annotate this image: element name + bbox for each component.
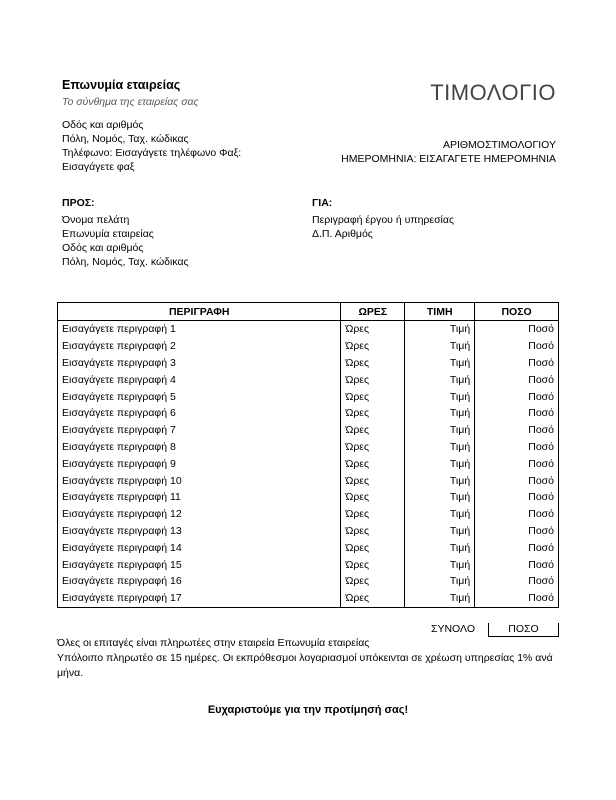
for-label: ΓΙΑ: bbox=[312, 197, 333, 209]
table-row bbox=[58, 472, 559, 489]
cell-price: Τιμή bbox=[405, 422, 475, 439]
cell-amount: Ποσό bbox=[475, 405, 559, 422]
cell-description: Εισαγάγετε περιγραφή 9 bbox=[58, 455, 341, 472]
cell-amount: Ποσό bbox=[475, 439, 559, 456]
cell-price: Τιμή bbox=[405, 556, 475, 573]
table-row bbox=[58, 388, 559, 405]
cell-price: Τιμή bbox=[405, 355, 475, 372]
cell-price: Τιμή bbox=[405, 573, 475, 590]
address-line: Οδός και αριθμός bbox=[62, 119, 144, 131]
invoice-meta bbox=[341, 138, 556, 166]
cell-description: Εισαγάγετε περιγραφή 3 bbox=[58, 355, 341, 372]
company-slogan: Το σύνθημα της εταιρείας σας bbox=[62, 96, 199, 108]
project-line: Δ.Π. Αριθμός bbox=[312, 228, 373, 240]
cell-hours: Ώρες bbox=[341, 439, 405, 456]
table-row bbox=[58, 573, 559, 590]
table-row bbox=[58, 338, 559, 355]
project-block bbox=[312, 213, 454, 241]
cell-description: Εισαγάγετε περιγραφή 7 bbox=[58, 422, 341, 439]
cell-description: Εισαγάγετε περιγραφή 14 bbox=[58, 539, 341, 556]
items-table bbox=[57, 302, 559, 608]
table-row bbox=[58, 506, 559, 523]
cell-description: Εισαγάγετε περιγραφή 13 bbox=[58, 523, 341, 540]
payment-note bbox=[57, 636, 567, 681]
cell-price: Τιμή bbox=[405, 439, 475, 456]
cell-description: Εισαγάγετε περιγραφή 10 bbox=[58, 472, 341, 489]
table-row bbox=[58, 422, 559, 439]
cell-price: Τιμή bbox=[405, 539, 475, 556]
cell-price: Τιμή bbox=[405, 405, 475, 422]
cell-hours: Ώρες bbox=[341, 556, 405, 573]
table-row bbox=[58, 439, 559, 456]
cell-description: Εισαγάγετε περιγραφή 16 bbox=[58, 573, 341, 590]
bill-to-line: Επωνυμία εταιρείας bbox=[62, 228, 154, 240]
cell-hours: Ώρες bbox=[341, 523, 405, 540]
cell-amount: Ποσό bbox=[475, 556, 559, 573]
cell-hours: Ώρες bbox=[341, 590, 405, 607]
cell-amount: Ποσό bbox=[475, 321, 559, 338]
bill-to-block bbox=[62, 213, 189, 269]
cell-amount: Ποσό bbox=[475, 523, 559, 540]
cell-description: Εισαγάγετε περιγραφή 8 bbox=[58, 439, 341, 456]
cell-description: Εισαγάγετε περιγραφή 2 bbox=[58, 338, 341, 355]
cell-hours: Ώρες bbox=[341, 338, 405, 355]
cell-description: Εισαγάγετε περιγραφή 11 bbox=[58, 489, 341, 506]
cell-amount: Ποσό bbox=[475, 506, 559, 523]
cell-price: Τιμή bbox=[405, 590, 475, 607]
cell-price: Τιμή bbox=[405, 472, 475, 489]
cell-hours: Ώρες bbox=[341, 355, 405, 372]
table-row bbox=[58, 489, 559, 506]
cell-hours: Ώρες bbox=[341, 472, 405, 489]
cell-hours: Ώρες bbox=[341, 405, 405, 422]
column-header-description: ΠΕΡΙΓΡΑΦΗ bbox=[58, 303, 341, 321]
table-row bbox=[58, 455, 559, 472]
invoice-number: ΑΡΙΘΜΟΣΤΙΜΟΛΟΓΙΟΥ bbox=[442, 139, 556, 151]
table-row bbox=[58, 539, 559, 556]
column-header-price: ΤΙΜΗ bbox=[405, 303, 475, 321]
table-row bbox=[58, 321, 559, 338]
thank-you-message: Ευχαριστούμε για την προτίμησή σας! bbox=[207, 704, 409, 716]
cell-hours: Ώρες bbox=[341, 455, 405, 472]
address-line: Πόλη, Νομός, Ταχ. κώδικας bbox=[62, 133, 189, 145]
cell-price: Τιμή bbox=[405, 388, 475, 405]
table-row bbox=[58, 405, 559, 422]
cell-price: Τιμή bbox=[405, 489, 475, 506]
cell-description: Εισαγάγετε περιγραφή 12 bbox=[58, 506, 341, 523]
cell-price: Τιμή bbox=[405, 338, 475, 355]
total-row bbox=[418, 623, 559, 637]
cell-hours: Ώρες bbox=[341, 422, 405, 439]
address-line: Τηλέφωνο: Εισαγάγετε τηλέφωνο Φαξ: bbox=[62, 147, 242, 159]
project-line: Περιγραφή έργου ή υπηρεσίας bbox=[312, 214, 455, 226]
cell-price: Τιμή bbox=[405, 321, 475, 338]
cell-amount: Ποσό bbox=[475, 355, 559, 372]
cell-description: Εισαγάγετε περιγραφή 4 bbox=[58, 371, 341, 388]
cell-amount: Ποσό bbox=[475, 422, 559, 439]
cell-description: Εισαγάγετε περιγραφή 6 bbox=[58, 405, 341, 422]
cell-amount: Ποσό bbox=[475, 338, 559, 355]
to-label: ΠΡΟΣ: bbox=[62, 197, 95, 209]
table-row bbox=[58, 523, 559, 540]
cell-amount: Ποσό bbox=[475, 371, 559, 388]
note-line: Όλες οι επιταγές είναι πληρωτέες στην εταιρεία Επωνυμία εταιρείας bbox=[57, 637, 370, 649]
table-row bbox=[58, 355, 559, 372]
cell-description: Εισαγάγετε περιγραφή 5 bbox=[58, 388, 341, 405]
cell-amount: Ποσό bbox=[475, 539, 559, 556]
cell-amount: Ποσό bbox=[475, 472, 559, 489]
note-line: Υπόλοιπο πληρωτέο σε 15 ημέρες. Οι εκπρόθεσμοι λογαριασμοί υπόκεινται σε χρέωση υπηρεσίας 1% ανά μήνα. bbox=[57, 652, 553, 679]
cell-amount: Ποσό bbox=[475, 590, 559, 607]
cell-hours: Ώρες bbox=[341, 539, 405, 556]
cell-hours: Ώρες bbox=[341, 573, 405, 590]
cell-description: Εισαγάγετε περιγραφή 15 bbox=[58, 556, 341, 573]
table-row bbox=[58, 590, 559, 607]
bill-to-line: Όνομα πελάτη bbox=[62, 214, 130, 226]
company-address bbox=[62, 118, 241, 174]
cell-amount: Ποσό bbox=[475, 573, 559, 590]
cell-description: Εισαγάγετε περιγραφή 17 bbox=[58, 590, 341, 607]
total-value: ΠΟΣΟ bbox=[488, 623, 559, 637]
company-name: Επωνυμία εταιρείας bbox=[62, 78, 181, 92]
bill-to-line: Οδός και αριθμός bbox=[62, 242, 144, 254]
cell-description: Εισαγάγετε περιγραφή 1 bbox=[58, 321, 341, 338]
table-header-row bbox=[58, 303, 559, 321]
table-row bbox=[58, 371, 559, 388]
invoice-title: ΤΙΜΟΛΟΓΙΟ bbox=[430, 80, 556, 105]
cell-price: Τιμή bbox=[405, 523, 475, 540]
cell-price: Τιμή bbox=[405, 371, 475, 388]
table-row bbox=[58, 556, 559, 573]
cell-hours: Ώρες bbox=[341, 489, 405, 506]
cell-hours: Ώρες bbox=[341, 506, 405, 523]
cell-price: Τιμή bbox=[405, 455, 475, 472]
invoice-date: ΗΜΕΡΟΜΗΝΙΑ: ΕΙΣΑΓΑΓΕΤΕ ΗΜΕΡΟΜΗΝΙΑ bbox=[341, 153, 556, 165]
cell-hours: Ώρες bbox=[341, 388, 405, 405]
address-line: Εισαγάγετε φαξ bbox=[62, 161, 135, 173]
cell-amount: Ποσό bbox=[475, 489, 559, 506]
bill-to-line: Πόλη, Νομός, Ταχ. κώδικας bbox=[62, 256, 189, 268]
column-header-amount: ΠΟΣΟ bbox=[475, 303, 559, 321]
cell-hours: Ώρες bbox=[341, 321, 405, 338]
cell-amount: Ποσό bbox=[475, 455, 559, 472]
cell-price: Τιμή bbox=[405, 506, 475, 523]
total-label: ΣΥΝΟΛΟ bbox=[430, 623, 475, 635]
cell-amount: Ποσό bbox=[475, 388, 559, 405]
column-header-hours: ΩΡΕΣ bbox=[341, 303, 405, 321]
cell-hours: Ώρες bbox=[341, 371, 405, 388]
